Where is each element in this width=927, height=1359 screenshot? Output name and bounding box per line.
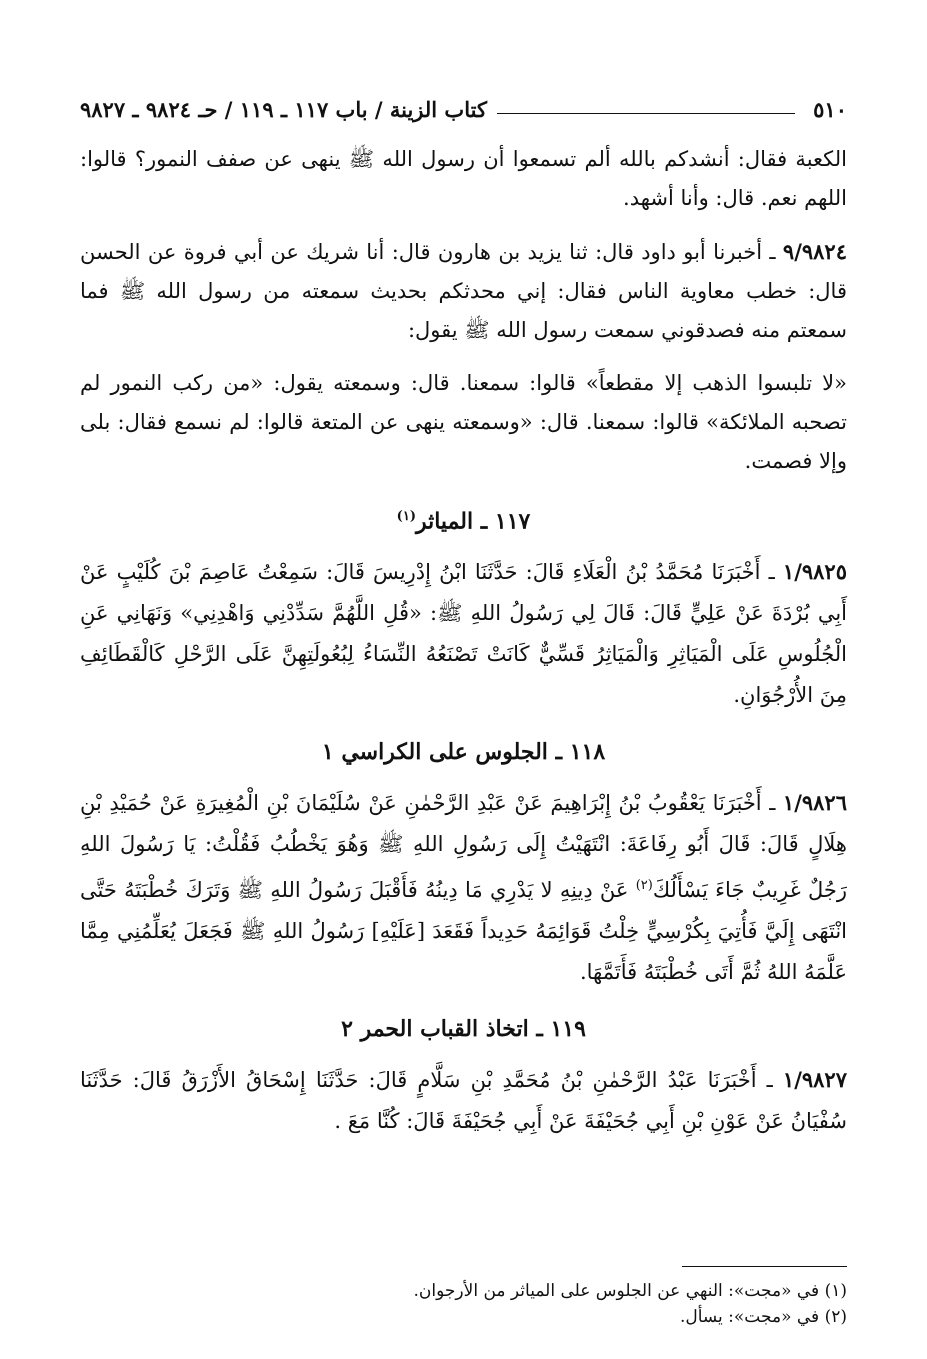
- hadith-9824-matn: [80, 364, 847, 481]
- hadith-9824: [80, 232, 847, 350]
- page-body: [80, 140, 847, 1156]
- running-title: كتاب الزينة / باب ١١٧ ـ ١١٩ / حـ ٩٨٢٤ ـ ٩٨٢٧: [80, 97, 487, 122]
- heading-text: ١١٨ ـ الجلوس على الكراسي ١: [321, 739, 606, 766]
- hadith-number: ١/٩٨٢٥: [782, 559, 847, 585]
- footnote-1: (١) في «مجت»: النهي عن الجلوس على المياثر من الأرجوان.: [413, 1281, 847, 1301]
- hadith-text: ـ أَخْبَرَنَا يَعْقُوبُ بْنُ إِبْرَاهِيمَ عَنْ عَبْدِ الرَّحْمٰنِ عَنْ سُلَيْمَانَ بْنِ الْمُغِيرَةِ عَنْ حُمَيْدِ بْنِ هِلَالٍ قَالَ: قَالَ أَبُو رِفَاعَةَ: انْتَهَيْتُ إِلَى رَسُولِ اللهِ ﷺ وَهُوَ يَخْطُبُ فَقُلْتُ: يَا رَسُولَ اللهِ رَجُلٌ غَرِيبٌ جَاءَ يَسْأَلُكَ: [80, 791, 847, 903]
- hadith-text: ـ أَخْبَرَنَا مُحَمَّدُ بْنُ الْعَلَاءِ قَالَ: حَدَّثَنَا ابْنُ إِدْرِيسَ قَالَ: سَمِعْتُ عَاصِمَ بْنَ كُلَيْبٍ عَنْ أَبِي بُرْدَةَ عَنْ عَلِيٍّ قَالَ: قَالَ لِي رَسُولُ اللهِ ﷺ: «قُلِ اللَّهُمَّ سَدِّدْنِي وَاهْدِنِي» وَنَهَانِي عَنِ الْجُلُوسِ عَلَى الْمَيَاثِرِ وَالْمَيَاثِرُ قَسِّيٌّ كَانَتْ تَصْنَعُهُ النِّسَاءُ لِبُعُولَتِهِنَّ عَلَى الرَّحْلِ كَالْقَطَائِفِ مِنَ الأُرْجُوَانِ.: [80, 560, 847, 708]
- hadith-number: ١/٩٨٢٧: [782, 1067, 847, 1093]
- section-heading-119: [80, 1011, 847, 1047]
- paragraph-text: الكعبة فقال: أنشدكم بالله ألم تسمعوا أن رسول الله ﷺ ينهى عن صفف النمور؟ قالوا: اللهم نعم. قال: وأنا أشهد.: [80, 147, 847, 210]
- heading-text: ١١٧ ـ المياثر: [415, 508, 531, 535]
- hadith-text: ـ أخبرنا أبو داود قال: ثنا يزيد بن هارون قال: أنا شريك عن أبي فروة عن الحسن قال: خطب معاوية الناس فقال: إني محدثكم بحديث سمعته من رسول الله ﷺ فما سمعتم منه فصدقوني سمعت رسول الله ﷺ يقول:: [80, 240, 847, 342]
- section-heading-118: [80, 734, 847, 770]
- header-rule: [497, 113, 795, 114]
- paragraph-continuation: [80, 140, 847, 218]
- hadith-9826: [80, 782, 847, 993]
- footnote-2: (٢) في «مجت»: يسأل.: [679, 1307, 847, 1327]
- hadith-number: ١/٩٨٢٦: [782, 790, 847, 816]
- hadith-text: ـ أَخْبَرَنَا عَبْدُ الرَّحْمٰنِ بْنُ مُحَمَّدِ بْنِ سَلَّامٍ قَالَ: حَدَّثَنَا إِسْحَاقُ الأَزْرَقُ قَالَ: حَدَّثَنَا سُفْيَانُ عَنْ عَوْنِ بْنِ أَبِي جُحَيْفَةَ عَنْ أَبِي جُحَيْفَةَ قَالَ: كُنَّا مَعَ .: [80, 1068, 847, 1134]
- section-heading-117: [80, 499, 847, 539]
- footnote-marker: (٢): [635, 878, 653, 894]
- page-number: ٥١٠: [813, 97, 847, 122]
- footnote-rule: [682, 1266, 847, 1267]
- hadith-9825: [80, 551, 847, 716]
- footnotes: [80, 1278, 847, 1330]
- footnote-marker: (١): [396, 509, 416, 524]
- page-header: [80, 88, 847, 122]
- hadith-number: ٩/٩٨٢٤: [782, 239, 847, 264]
- hadith-text: «لا تلبسوا الذهب إلا مقطعاً» قالوا: سمعنا. قال: وسمعته يقول: «من ركب النمور لم تصحبه الملائكة» قالوا: سمعنا. قال: «وسمعته ينهى عن المتعة قالوا: لم نسمع فقال: بلى وإلا فصمت.: [80, 371, 848, 473]
- hadith-9827: [80, 1059, 847, 1142]
- heading-text: ١١٩ ـ اتخاذ القباب الحمر ٢: [341, 1016, 586, 1043]
- hadith-text-continued: عَنْ دِينِهِ لا يَدْرِي مَا دِينُهُ فَأَقْبَلَ رَسُولُ اللهِ ﷺ وَتَرَكَ خُطْبَتَهُ حَتَّى انْتَهَى إِلَيَّ فَأُتِيَ بِكُرْسِيٍّ خِلْتُ قَوَائِمَهُ حَدِيداً فَقَعَدَ [عَلَيْهِ] رَسُولُ اللهِ ﷺ فَجَعَلَ يُعَلِّمُنِي مِمَّا عَلَّمَهُ اللهُ ثُمَّ أَتَى خُطْبَتَهُ فَأَتَمَّهَا.: [80, 878, 847, 985]
